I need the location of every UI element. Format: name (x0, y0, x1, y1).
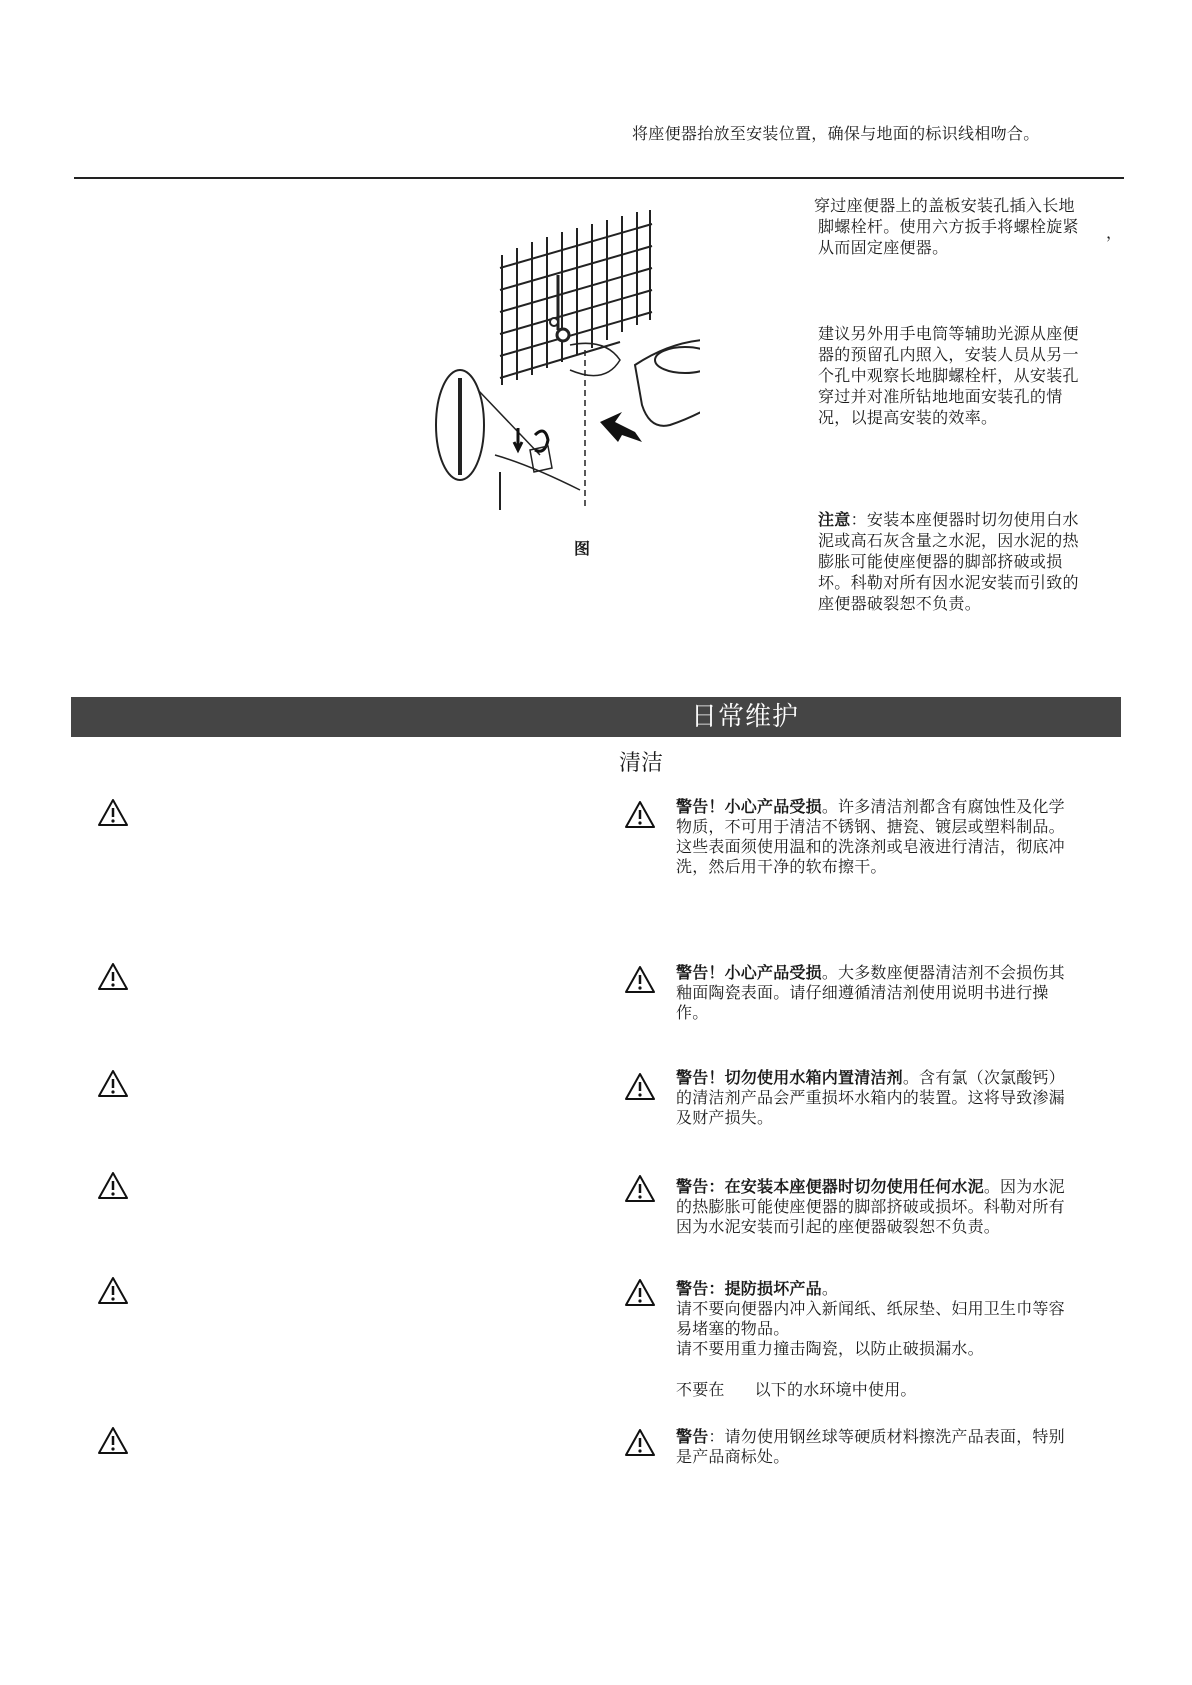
warning-block (676, 963, 1116, 1023)
install-step-2-line: 器的预留孔内照入，安装人员从另一 (818, 345, 1079, 364)
warning-line: 洗，然后用干净的软布擦干。 (676, 857, 887, 876)
warning-heading: 警告：提防损坏产品 (676, 1279, 822, 1298)
warning-block (676, 1427, 1116, 1467)
warning-icon (97, 1171, 129, 1201)
warning-heading: 警告！小心产品受损 (676, 797, 822, 816)
warning-extra: 不要在 (676, 1380, 725, 1399)
install-step-1-line: 从而固定座便器。 (818, 238, 949, 257)
note-label: 注意 (818, 510, 851, 529)
install-note-line: 泥或高石灰含量之水泥，因水泥的热 (818, 531, 1079, 550)
warning-line: ：请勿使用钢丝球等硬质材料擦洗产品表面，特别 (708, 1427, 1065, 1446)
install-note (818, 509, 1118, 614)
warning-icon (97, 798, 129, 828)
toilet-installation-illustration (430, 210, 700, 520)
warning-line: 作。 (676, 1003, 709, 1022)
stray-mark: ， (1106, 223, 1123, 242)
warning-heading: 警告！小心产品受损 (676, 963, 822, 982)
warning-line: 的热膨胀可能使座便器的脚部挤破或损坏。科勒对所有 (676, 1197, 1065, 1216)
install-step-2-line: 穿过并对准所钻地地面安装孔的情 (818, 387, 1063, 406)
warning-line: 。 (821, 1279, 839, 1298)
install-note-line: 坏。科勒对所有因水泥安装而引致的 (818, 573, 1079, 592)
section-title: 日常维护 (691, 702, 800, 732)
warning-line: 因为水泥安装而引起的座便器破裂恕不负责。 (676, 1217, 1001, 1236)
cleaning-subtitle: 清洁 (619, 751, 664, 776)
install-step-2 (818, 323, 1118, 428)
top-instruction: 将座便器抬放至安装位置，确保与地面的标识线相吻合。 (632, 124, 1040, 143)
figure-caption: 图 (574, 539, 591, 558)
warning-line: 。含有氯（次氯酸钙） (902, 1068, 1065, 1087)
warning-line: 是产品商标处。 (676, 1447, 790, 1466)
install-note-line: 座便器破裂恕不负责。 (818, 594, 982, 613)
warning-line: 这些表面须使用温和的洗涤剂或皂液进行清洁，彻底冲 (676, 837, 1065, 856)
warning-icon (624, 1174, 656, 1204)
install-step-2-line: 建议另外用手电筒等辅助光源从座便 (818, 324, 1079, 343)
warning-extra: 以下的水环境中使用。 (754, 1380, 917, 1399)
warning-heading: 警告 (676, 1427, 709, 1446)
install-note-line: 膨胀可能使座便器的脚部挤破或损 (818, 552, 1063, 571)
install-step-2-line: 个孔中观察长地脚螺栓杆，从安装孔 (818, 366, 1079, 385)
warning-line: 。大多数座便器清洁剂不会损伤其 (821, 963, 1065, 982)
warning-line: 。因为水泥 (983, 1177, 1065, 1196)
warning-block (676, 1068, 1116, 1128)
warning-block (676, 1177, 1116, 1237)
warning-block (676, 797, 1116, 877)
warning-icon (624, 1278, 656, 1308)
warning-icon (97, 1276, 129, 1306)
warning-line: 的清洁剂产品会严重损坏水箱内的装置。这将导致渗漏 (676, 1088, 1065, 1107)
section-header-bar (71, 697, 1121, 737)
install-step-2-line: 况，以提高安装的效率。 (818, 408, 998, 427)
warning-line: 易堵塞的物品。 (676, 1319, 790, 1338)
install-step-1 (814, 195, 1114, 258)
warning-line: 及财产损失。 (676, 1108, 774, 1127)
warning-icon (624, 965, 656, 995)
warning-icon (97, 1069, 129, 1099)
warning-icon (624, 800, 656, 830)
warning-icon (624, 1072, 656, 1102)
warning-icon (97, 962, 129, 992)
install-step-1-line: 脚螺栓杆。使用六方扳手将螺栓旋紧 (818, 217, 1079, 236)
install-note-line: ：安装本座便器时切勿使用白水 (850, 510, 1079, 529)
warning-block (676, 1279, 1116, 1400)
warning-line: 。许多清洁剂都含有腐蚀性及化学 (821, 797, 1065, 816)
warning-line: 釉面陶瓷表面。请仔细遵循清洁剂使用说明书进行操 (676, 983, 1049, 1002)
warning-icon (97, 1426, 129, 1456)
warning-line: 请不要用重力撞击陶瓷，以防止破损漏水。 (676, 1339, 984, 1358)
warning-icon (624, 1428, 656, 1458)
install-step-1-line: 穿过座便器上的盖板安装孔插入长地 (814, 196, 1075, 215)
installation-figure (430, 210, 700, 520)
warning-line: 物质，不可用于清洁不锈钢、搪瓷、镀层或塑料制品。 (676, 817, 1065, 836)
warning-heading: 警告：在安装本座便器时切勿使用任何水泥 (676, 1177, 984, 1196)
divider-line (74, 177, 1124, 179)
warning-heading: 警告！切勿使用水箱内置清洁剂 (676, 1068, 903, 1087)
warning-line: 请不要向便器内冲入新闻纸、纸尿垫、妇用卫生巾等容 (676, 1299, 1065, 1318)
